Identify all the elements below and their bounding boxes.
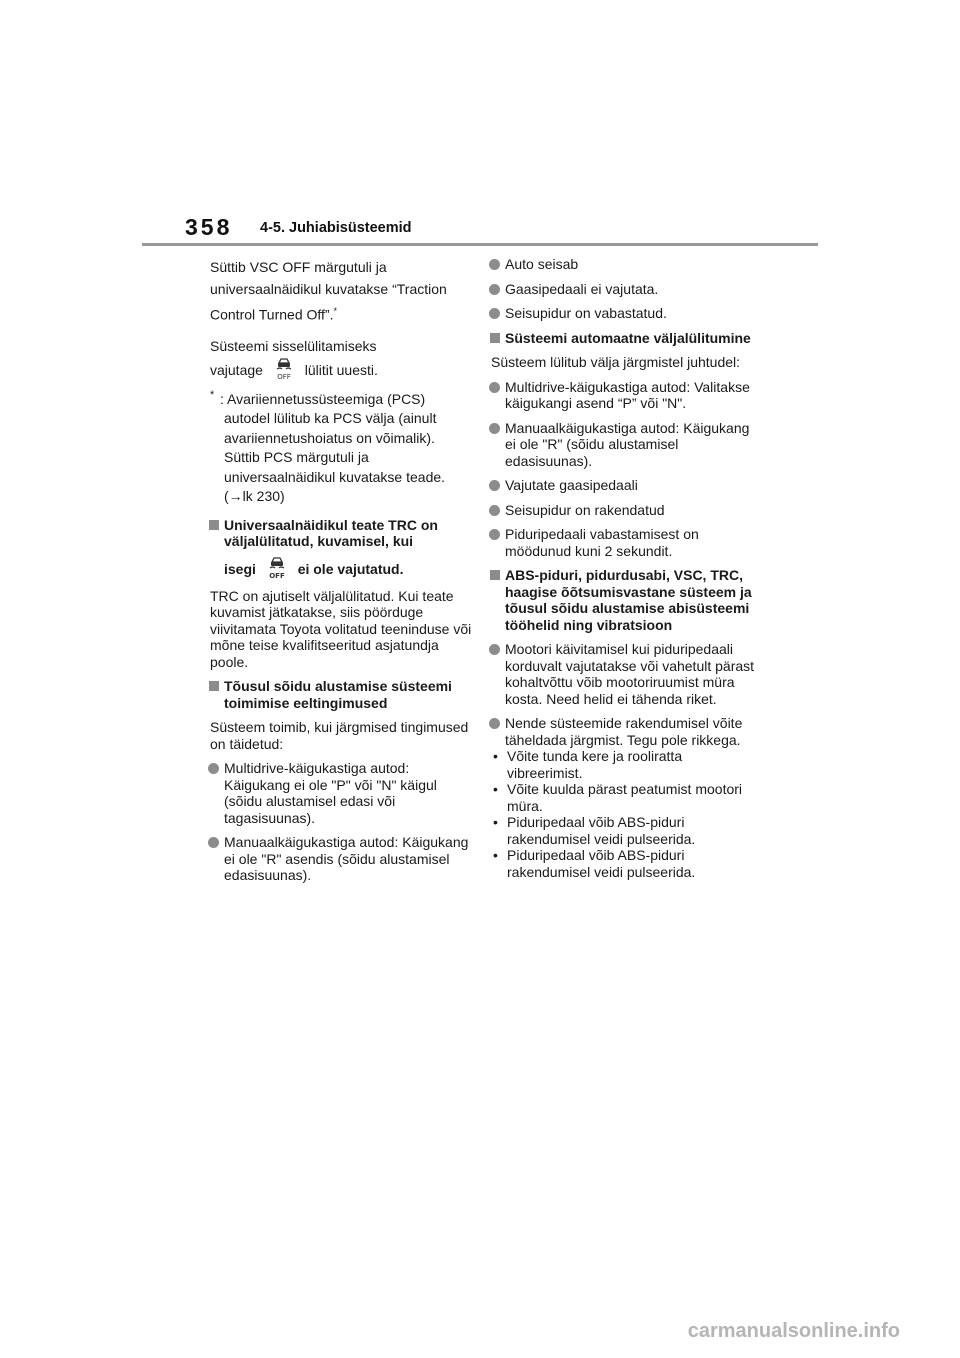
- vsc-off-icon: [273, 357, 295, 381]
- conditions-paragraph: Süsteem toimib, kui järgmised tingimused on täidetud:: [210, 719, 469, 752]
- list-item: Mootori käivitamisel kui piduripedaali korduvalt vajutatakse või vahetult pärast kohaltvõttu võib mootoriruumist müra kosta. Need helid ei tähenda riket.: [489, 641, 761, 707]
- bullet-icon: [489, 480, 500, 491]
- heading-square-icon: [490, 570, 500, 580]
- dash-item: • Võite tunda kere ja rooliratta vibreerimist.: [493, 748, 683, 781]
- list-item: Piduripedaali vabastamisest on möödunud kuni 2 sekundit.: [489, 526, 761, 559]
- section-title: 4-5. Juhiabisüsteemid: [260, 220, 412, 236]
- list-item: Gaasipedaali ei vajutata.: [489, 281, 761, 298]
- intro-paragraph: Süttib VSC OFF märgutuli ja universaalnäidikul kuvatakse “Traction Control Turned Off”.*: [210, 259, 447, 323]
- heading-hill-start-conditions: Tõusul sõidu alustamise süsteemi toimimise eeltingimused: [208, 678, 472, 711]
- pcs-footnote: * : Avariiennetussüsteemiga (PCS) autodel lülitub ka PCS välja (ainult avariiennetushoiatus on võimalik). Süttib PCS märgutuli ja universaalnäidikul kuvatakse teade. (→lk 230): [210, 388, 446, 505]
- list-item: Manuaalkäigukastiga autod: Käigukang ei ole "R" asendis (sõidu alustamisel edasisuunas).: [208, 834, 472, 884]
- svg-text:OFF: OFF: [269, 571, 285, 580]
- heading-square-icon: [209, 520, 219, 530]
- bullet-icon: [208, 763, 219, 774]
- heading-trc-message: Universaalnäidikul teate TRC on väljalülitatud, kuvamisel, kui isegi OFF ei ole vajutatud.: [208, 517, 472, 580]
- heading-auto-off: Süsteemi automaatne väljalülitumine: [489, 330, 761, 347]
- list-item: Seisupidur on vabastatud.: [489, 305, 761, 322]
- list-item: Nende süsteemide rakendumisel võite täheldada järgmist. Tegu pole rikkega.: [489, 715, 761, 748]
- auto-off-paragraph: Süsteem lülitub välja järgmistel juhtudel:: [491, 354, 741, 370]
- list-item: Multidrive-käigukastiga autod: Valitakse käigukangi asend “P” või "N".: [489, 379, 761, 412]
- left-column: [210, 256, 472, 892]
- list-item: Auto seisab: [489, 256, 761, 273]
- bullet-icon: [489, 505, 500, 516]
- list-item: Seisupidur on rakendatud: [489, 502, 761, 519]
- watermark: carmanualsonline.info: [687, 1320, 900, 1342]
- dash-item: • Piduripedaal võib ABS-piduri rakendumisel veidi pulseerida.: [493, 847, 696, 880]
- bullet-icon: [489, 308, 500, 319]
- trc-paragraph: TRC on ajutiselt väljalülitatud. Kui teate kuvamist jätkatakse, siis pöörduge viivitamata Toyota volitatud teeninduse või mõne teise kvalifitseeritud asjatundja poole.: [210, 587, 472, 670]
- list-item: Multidrive-käigukastiga autod: Käigukang ei ole "P" või "N" käigul (sõidu alustamisel edasi või tagasisuunas).: [208, 760, 472, 826]
- dash-item: • Piduripedaal võib ABS-piduri rakendumisel veidi pulseerida.: [493, 814, 696, 847]
- right-column: [491, 256, 761, 880]
- header-divider: [142, 243, 818, 246]
- page-number: 358: [185, 214, 233, 240]
- bullet-icon: [489, 259, 500, 270]
- bullet-icon: [489, 423, 500, 434]
- enable-instruction: Süsteemi sisselülitamiseks vajutage OFF lülitit uuesti.: [210, 337, 378, 381]
- heading-square-icon: [209, 681, 219, 691]
- vsc-off-icon: [266, 556, 288, 580]
- svg-text:OFF: OFF: [277, 372, 291, 381]
- dash-item: • Võite kuulda pärast peatumist mootori müra.: [493, 781, 743, 814]
- bullet-icon: [208, 837, 219, 848]
- bullet-icon: [489, 382, 500, 393]
- list-item: Vajutate gaasipedaali: [489, 477, 761, 494]
- list-item: Manuaalkäigukastiga autod: Käigukang ei ole "R" (sõidu alustamisel edasisuunas).: [489, 420, 761, 470]
- bullet-icon: [489, 644, 500, 655]
- heading-sounds-vibration: ABS-piduri, pidurdusabi, VSC, TRC, haagise õõtsumisvastane süsteem ja tõusul sõidu alustamise abisüsteemi tööhelid ning vibratsioon: [489, 567, 761, 633]
- bullet-icon: [489, 529, 500, 540]
- heading-square-icon: [490, 333, 500, 343]
- bullet-icon: [489, 718, 500, 729]
- bullet-icon: [489, 284, 500, 295]
